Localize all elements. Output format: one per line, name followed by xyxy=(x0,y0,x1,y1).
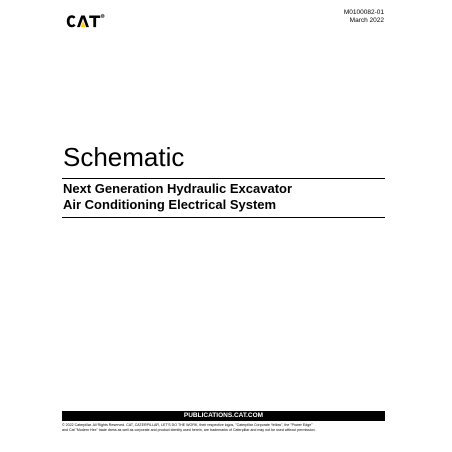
legal-line-2: and Cat "Modern Hex" trade dress as well as corporate and product identity used herein, are trademarks of Caterpillar and may not be used without permission. xyxy=(62,428,316,432)
legal-notice xyxy=(62,423,385,433)
subtitle-line-1: Next Generation Hydraulic Excavator xyxy=(63,181,293,196)
document-number: M0100082-01 xyxy=(343,9,384,16)
cat-logo xyxy=(64,12,106,36)
footer-website: PUBLICATIONS.CAT.COM xyxy=(183,412,264,419)
title-divider-bottom xyxy=(62,217,385,218)
document-subtitle xyxy=(63,181,292,213)
subtitle-line-2: Air Conditioning Electrical System xyxy=(63,197,277,212)
legal-line-1: © 2022 Caterpillar. All Rights Reserved. CAT, CATERPILLAR, LET'S DO THE WORK, their respective logos, "Caterpillar Corporate Yellow", the "Power Edge" xyxy=(62,423,313,427)
document-date: March 2022 xyxy=(349,17,384,24)
title-divider-top xyxy=(62,178,385,179)
footer-website-bar xyxy=(62,411,385,421)
page-title: Schematic xyxy=(63,142,185,172)
document-meta xyxy=(344,9,384,25)
